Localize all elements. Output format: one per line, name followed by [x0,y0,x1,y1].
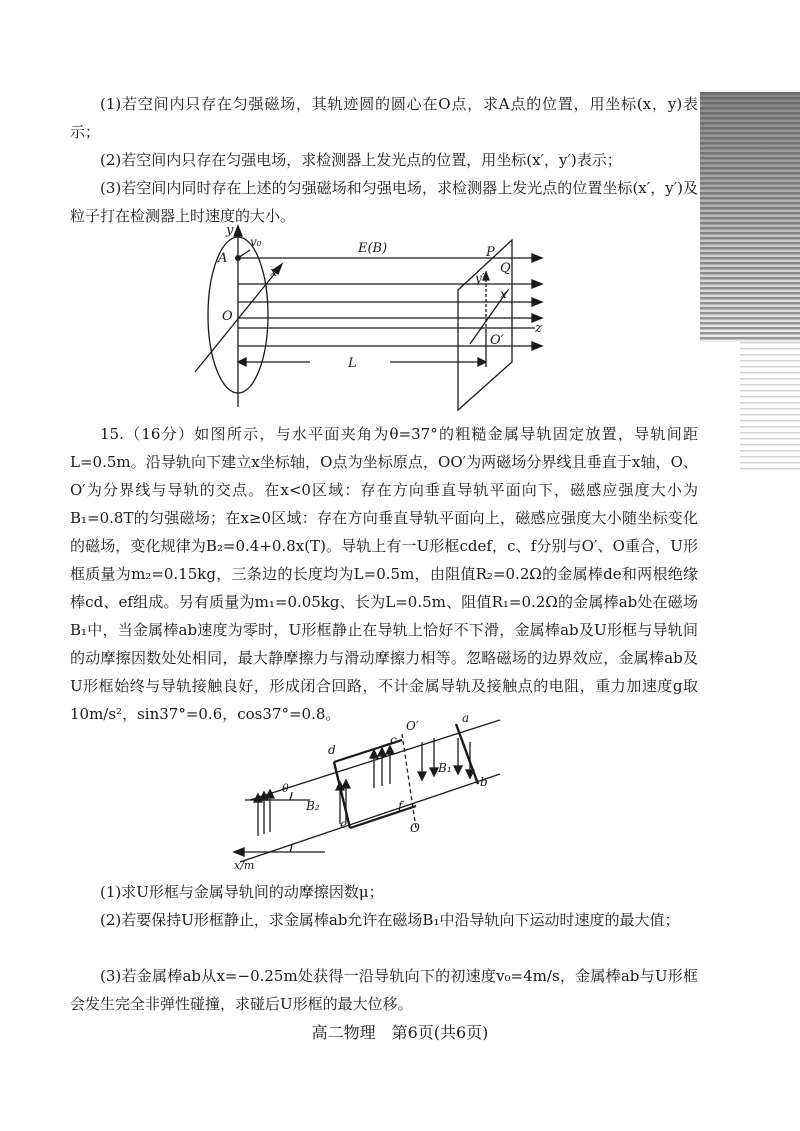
label-f: f [398,799,403,813]
scan-artifact [700,92,800,342]
label-Op: O′ [490,333,504,348]
label-O: O [410,821,420,835]
q15-sub1: (1)求U形框与金属导轨间的动摩擦因数μ； [100,883,384,901]
q15-sub3: (3)若金属棒ab从x=−0.25m处获得一沿导轨向下的初速度v₀=4m/s，金属棒ab与U形框会发生完全非弹性碰撞，求碰后U形框的最大位移。 [70,967,698,1013]
label-Q: Q [500,261,511,276]
label-b: b [480,775,488,789]
label-xm: x/m [234,859,255,872]
label-A: A [218,251,228,266]
label-z: z [535,321,542,336]
label-yp: y′ [475,271,485,285]
figure-detector [190,222,570,412]
q14-sub2: (2)若空间内只存在匀强电场，求检测器上发光点的位置，用坐标(x′，y′)表示； [100,151,622,169]
label-O: O [222,309,233,324]
label-d: d [328,743,336,757]
label-e: e [340,817,348,831]
figure-rails [230,712,520,872]
q14-sub3: (3)若空间内同时存在上述的匀强磁场和匀强电场，求检测器上发光点的位置坐标(x′，y′)及粒子打在检测器上时速度的大小。 [70,179,698,225]
label-theta: θ [282,782,289,795]
label-EB: E(B) [358,241,388,256]
label-x: x [270,265,278,280]
page-footer: 高二物理 第6页(共6页) [311,1023,489,1042]
q15-sub2: (2)若要保持U形框静止，求金属棒ab允许在磁场B₁中沿导轨向下运动时速度的最大值； [100,911,680,929]
label-y: y [226,223,234,238]
label-xp: x′ [500,287,510,301]
label-a: a [462,712,470,725]
label-P: P [486,245,495,260]
label-Op: O′ [406,719,419,733]
label-B1: B₁ [438,761,452,775]
label-c: c [390,733,397,747]
scan-artifact-faint [740,342,800,472]
label-v0: v₀ [250,235,262,249]
q14-sub1: (1)若空间内只存在匀强磁场，其轨迹圆的圆心在O点，求A点的位置，用坐标(x，y)表示； [70,95,698,141]
label-L: L [348,356,357,371]
q15-text: 15.（16分）如图所示，与水平面夹角为θ=37°的粗糙金属导轨固定放置，导轨间距L=0.5m。沿导轨向下建立x坐标轴，O点为坐标原点，OO′为两磁场分界线且垂直于x轴，O、O′为分界线与导轨的交点。在x<0区域：存在方向垂直导轨平面向下，磁感应强度大小为B₁=0.8T的匀强磁场；在x≥0区域：存在方向垂直导轨平面向上，磁感应强度大小随坐标变化的磁场，变化规律为B₂=0.4+0.8x(T)。导轨上有一U形框cdef，c、f分别与O′、O重合，U形框质量为m₂=0.15kg，三条边的长度均为L=0.5m，由阻值R₂=0.2Ω的金属棒de和两根绝缘棒cd、ef组成。另有质量为m₁=0.05kg、长为L=0.5m、阻值R₁=0.2Ω的金属棒ab处在磁场B₁中，当金属棒ab速度为零时，U形框静止在导轨上恰好不下滑，金属棒ab及U形框与导轨间的动摩擦因数处处相同，最大静摩擦力与滑动摩擦力相等。忽略磁场的边界效应，金属棒ab及U形框始终与导轨接触良好，形成闭合回路，不计金属导轨及接触点的电阻，重力加速度g取10m/s²，sin37°=0.6，cos37°=0.8。 [70,425,698,723]
label-B2: B₂ [306,799,320,813]
